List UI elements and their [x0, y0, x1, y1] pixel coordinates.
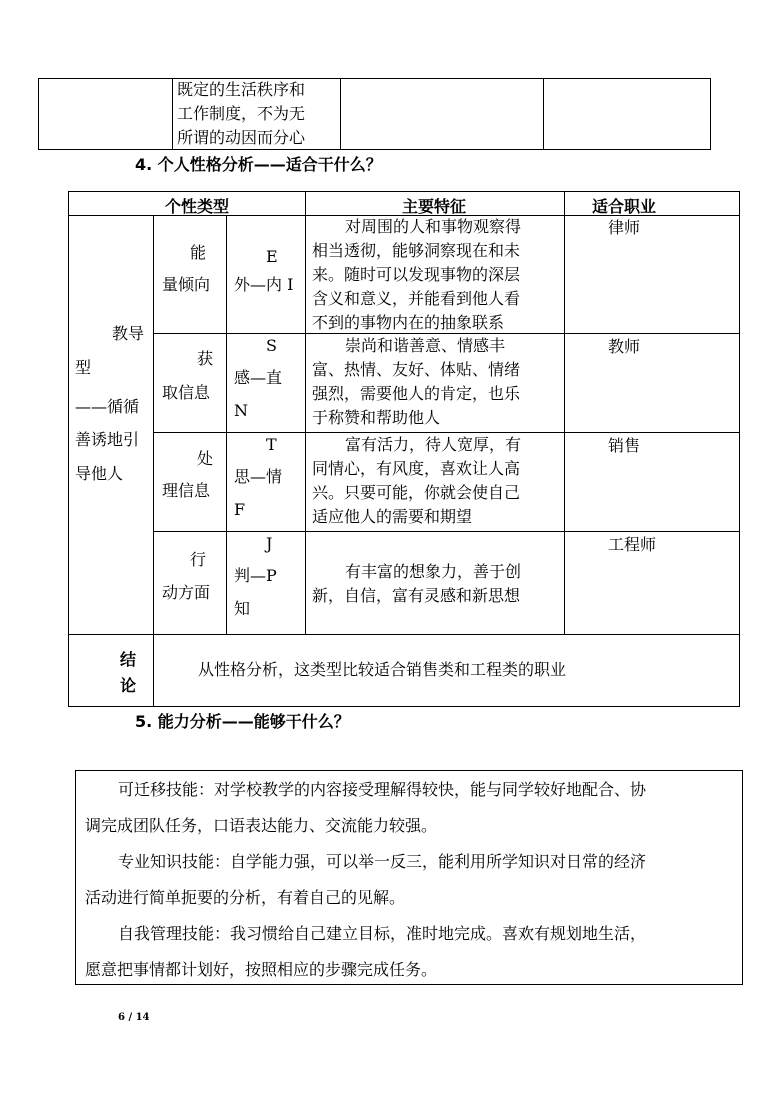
group-line: ——循循 — [75, 397, 140, 416]
text-line: 工作制度，不为无 — [177, 104, 306, 123]
group-line: 善诱地引 — [75, 430, 140, 449]
header-suitable-career: 适合职业 — [592, 197, 657, 216]
ability-paragraphs — [85, 772, 735, 988]
ability-paragraph: 专业知识技能：自学能力强，可以举一反三，能利用所学知识对日常的经济 活动进行简单扼要的分析，有着自己的见解。 — [85, 852, 647, 907]
dimension-label: 行 — [190, 550, 207, 569]
type-pair: T — [266, 435, 277, 454]
text-line: 既定的生活秩序和 — [177, 80, 306, 99]
section-5-heading: 5. 能力分析——能够干什么？ — [135, 712, 350, 731]
dimension-label: 获 — [197, 349, 214, 368]
type-pair: S — [266, 336, 277, 355]
group-line: 型 — [75, 358, 92, 377]
dimension-label: 理信息 — [162, 481, 211, 500]
career-cell: 工程师 — [608, 535, 657, 554]
top-table-cell-text — [177, 78, 305, 150]
type-pair: E — [266, 247, 278, 266]
type-pair: J — [266, 534, 273, 553]
page-number: 6 / 14 — [118, 1012, 150, 1023]
features-text: 崇尚和谐善意、情感丰 富、热情、友好、体贴、情绪 强烈，需要他人的肯定，也乐 于称赞和帮助他人 — [312, 336, 521, 427]
features-text: 对周围的人和事物观察得 相当透彻，能够洞察现在和未 来。随时可以发现事物的深层 含义和意义，并能看到他人看 不到的事物内在的抽象联系 — [312, 217, 522, 332]
features-text: 富有活力，待人宽厚，有 同情心，有风度，喜欢让人高 兴。只要可能，你就会使自己 适应他人的需要和期望 — [312, 435, 522, 526]
career-cell: 教师 — [608, 337, 641, 356]
group-line: 教导 — [112, 324, 145, 343]
header-main-features: 主要特征 — [402, 197, 467, 216]
dimension-label: 能 — [190, 243, 207, 262]
conclusion-label: 结 — [120, 650, 137, 669]
type-pair: 知 — [234, 599, 251, 618]
dimension-label: 动方面 — [162, 583, 211, 602]
career-cell: 销售 — [608, 436, 641, 455]
section-4-heading: 4. 个人性格分析——适合干什么？ — [135, 155, 382, 174]
conclusion-label: 论 — [120, 676, 137, 695]
header-personality-type: 个性类型 — [165, 197, 230, 216]
dimension-label: 取信息 — [162, 383, 211, 402]
type-pair: 外—内 I — [234, 275, 294, 294]
text-line: 所谓的动因而分心 — [177, 128, 306, 147]
type-pair: 感—直 — [234, 368, 283, 387]
ability-paragraph: 可迁移技能：对学校教学的内容接受理解得较快，能与同学较好地配合、协 调完成团队任务，口语表达能力、交流能力较强。 — [85, 780, 647, 835]
features-text: 有丰富的想象力，善于创 新，自信，富有灵感和新思想 — [312, 562, 522, 605]
type-pair: F — [234, 500, 246, 519]
dimension-label: 处 — [197, 449, 214, 468]
conclusion-text: 从性格分析，这类型比较适合销售类和工程类的职业 — [198, 660, 567, 679]
type-pair: 判—P — [234, 566, 277, 585]
type-pair: 思—情 — [234, 467, 283, 486]
career-cell: 律师 — [608, 218, 641, 237]
group-line: 导他人 — [75, 464, 124, 483]
ability-paragraph: 自我管理技能：我习惯给自己建立目标，准时地完成。喜欢有规划地生活， 愿意把事情都计划好，按照相应的步骤完成任务。 — [85, 924, 647, 979]
type-pair: N — [234, 401, 248, 420]
dimension-label: 量倾向 — [162, 275, 211, 294]
